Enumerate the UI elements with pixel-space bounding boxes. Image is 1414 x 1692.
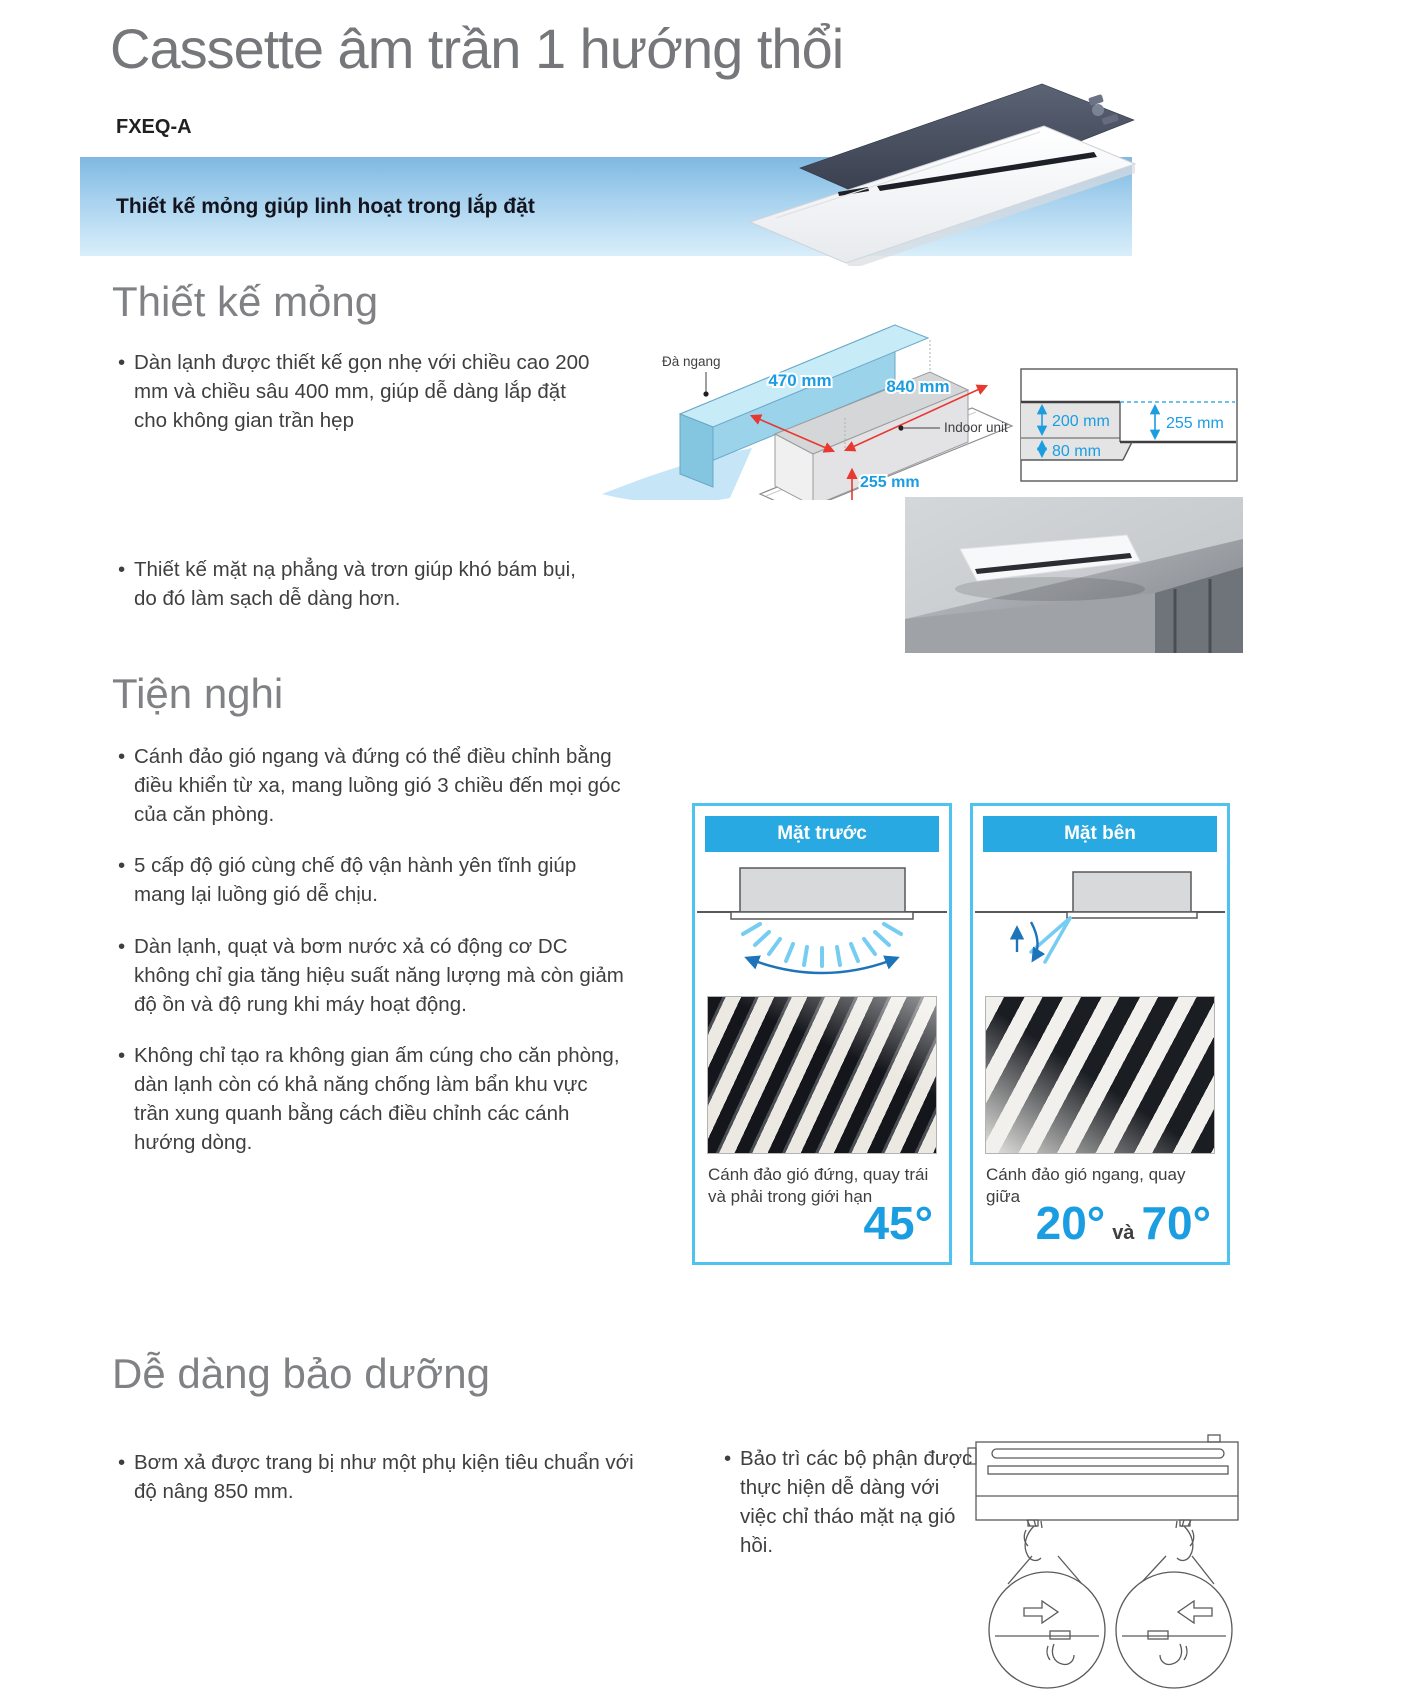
beam-label: Đà ngang <box>662 354 721 369</box>
front-airflow-diagram <box>695 852 949 996</box>
list-item: • Thiết kế mặt nạ phẳng và trơn giúp khó bám bụi, do đó làm sạch dễ dàng hơn. <box>116 555 594 613</box>
maintenance-bullet-right <box>722 1444 976 1560</box>
list-item: • Bảo trì các bộ phận được thực hiện dễ dàng với việc chỉ tháo mặt nạ gió hồi. <box>722 1444 976 1560</box>
ceiling-installation-photo <box>905 497 1243 653</box>
panel-side-header <box>983 816 1217 852</box>
isometric-install-diagram <box>600 282 1020 500</box>
list-item: • Cánh đảo gió ngang và đứng có thể điều chỉnh bằng điều khiển từ xa, mang luồng gió 3 chiều đến mọi góc của căn phòng. <box>116 742 624 829</box>
list-item: • Bơm xả được trang bị như một phụ kiện tiêu chuẩn với độ nâng 850 mm. <box>116 1448 640 1506</box>
comfort-bullet-list <box>116 742 624 1179</box>
list-item: • Không chỉ tạo ra không gian ấm cúng cho căn phòng, dàn lạnh còn có khả năng chống làm bẩn khu vực trần xung quanh bằng cách điều chỉnh các cánh hướng dòng. <box>116 1041 624 1157</box>
unit-box-graphic <box>1073 872 1191 912</box>
airflow-rays-icon <box>743 924 901 966</box>
side-louver-photo <box>985 996 1215 1154</box>
section-heading-slim: Thiết kế mỏng <box>112 278 379 325</box>
list-item: • Dàn lạnh được thiết kế gọn nhẹ với chiều cao 200 mm và chiều sâu 400 mm, giúp dễ dàng lắp đặt cho không gian trần hẹp <box>116 348 594 435</box>
section-heading-comfort: Tiện nghi <box>112 670 284 717</box>
panel-front-caption: Cánh đảo gió đứng, quay trái và phải trong giới hạn <box>708 1165 929 1207</box>
dim-200-label: 200 mm <box>1052 413 1110 430</box>
panel-side-header-label: Mặt bên <box>1064 823 1136 844</box>
dim-255-label: 255 mm <box>1166 415 1224 432</box>
panel-side-caption: Cánh đảo gió ngang, quay giữa <box>986 1165 1186 1207</box>
panel-front-view <box>692 803 952 1265</box>
swing-curve-arrows-icon <box>1017 922 1038 960</box>
side-airflow-diagram <box>973 852 1227 996</box>
panel-side-angle <box>1036 1196 1211 1250</box>
angle-conjunction: và <box>1112 1222 1135 1244</box>
unit-box-graphic <box>740 868 905 912</box>
front-louver-photo <box>707 996 937 1154</box>
list-item: • Dàn lạnh, quạt và bơm nước xả có động cơ DC không chỉ gia tăng hiệu suất năng lượng mà còn giảm độ ồn và độ rung khi máy hoạt động. <box>116 932 624 1019</box>
maintenance-bullet-left <box>116 1448 640 1506</box>
panel-front-header-label: Mặt trước <box>777 823 867 844</box>
dim-length-label: 840 mm <box>886 377 950 396</box>
profile-dimension-diagram <box>1020 368 1238 482</box>
airflow-swoosh-icon <box>602 448 752 500</box>
panel-front-header <box>705 816 939 852</box>
section-heading-maintenance: Dễ dàng bảo dưỡng <box>112 1350 490 1397</box>
hand-right-icon <box>1176 1520 1194 1560</box>
dim-width-label: 470 mm <box>768 371 832 390</box>
model-code: FXEQ-A <box>116 116 192 138</box>
angle-value: 20° <box>1035 1197 1106 1249</box>
panel-side-view <box>970 803 1230 1265</box>
hand-left-icon <box>1024 1520 1042 1560</box>
maintenance-illustration <box>962 1408 1252 1692</box>
product-hero-image <box>742 70 1138 266</box>
page-title: Cassette âm trần 1 hướng thổi <box>110 17 844 80</box>
angle-value: 70° <box>1141 1197 1211 1249</box>
indoor-unit-label: Indoor unit <box>944 420 1008 435</box>
dim-80-label: 80 mm <box>1052 443 1101 460</box>
panel-front-angle <box>863 1196 933 1250</box>
cassette-unit-graphic <box>750 84 1135 266</box>
dim-height-label: 255 mm <box>860 474 920 491</box>
list-item: • 5 cấp độ gió cùng chế độ vận hành yên tĩnh giúp mang lại luồng gió dễ chịu. <box>116 851 624 909</box>
banner-text: Thiết kế mỏng giúp linh hoạt trong lắp đặt <box>116 194 535 218</box>
angle-value: 45° <box>863 1197 933 1249</box>
